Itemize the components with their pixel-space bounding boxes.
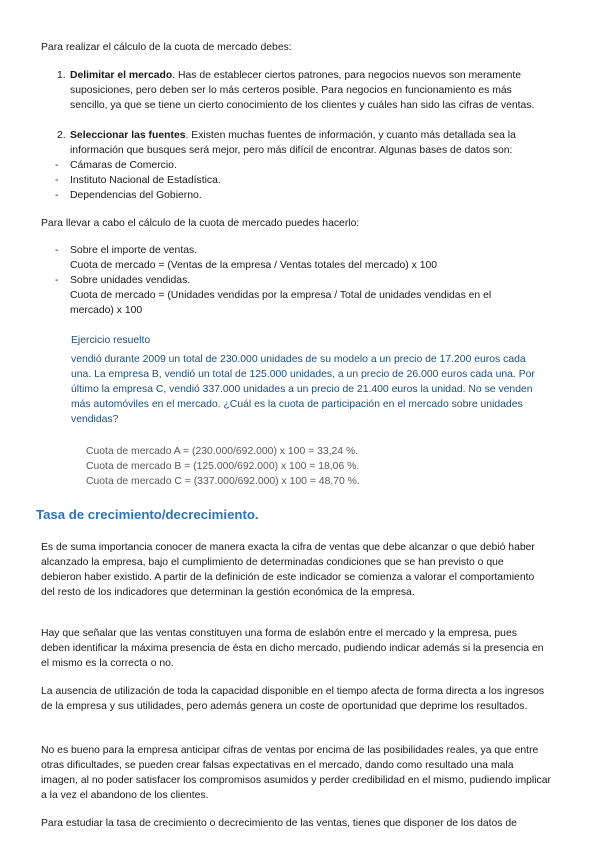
bullet-dash: -	[55, 245, 59, 256]
source-item: Instituto Nacional de Estadística.	[70, 175, 221, 186]
exercise-title: Ejercicio resuelto	[71, 335, 151, 346]
body-paragraph-1: Es de suma importancia conocer de manera exacta la cifra de ventas que debe alcanzar o que debió haber alcanzado la empresa, bajo el cumplimiento de determinadas condiciones que se han previsto o que debieron haber existido. A partir de la definición de este indicador se comienza a valorar el comportamiento del resto de los indicadores que determinan la gestión económica de la empresa.	[41, 542, 535, 598]
step-2-text	[70, 128, 550, 158]
step-1-number: 1.	[57, 70, 66, 81]
exercise-result: Cuota de mercado B = (125.000/692.000) x 100 = 18,06 %.	[86, 461, 360, 472]
bullet-dash: -	[55, 160, 59, 171]
calc-intro-text: Para llevar a cabo el cálculo de la cuota de mercado puedes hacerlo:	[41, 218, 360, 229]
bullet-dash: -	[55, 190, 59, 201]
step-1-bold: Delimitar el mercado	[70, 70, 173, 81]
body-paragraph-3: La ausencia de utilización de toda la capacidad disponible en el tiempo afecta de forma directa a los ingresos de la empresa y sus utilidades, pero además genera un coste de oportunidad que deprime los resultados.	[41, 686, 545, 712]
body-paragraph-2: Hay que señalar que las ventas constituyen una forma de eslabón entre el mercado y la empresa, pues deben identificar la máxima presencia de ésta en dicho mercado, pudiendo indicar además si la presencia en el mismo es la correcta o no.	[41, 628, 544, 669]
method-1	[70, 243, 510, 273]
exercise-text: vendió durante 2009 un total de 230.000 unidades de su modelo a un precio de 17.200 euros cada una. La empresa B, vendió un total de 125.000 unidades, a un precio de 26.000 euros cada una. Por último la empresa C, vendió 337.000 unidades a un precio de 21.400 euros la unidad. No se venden más automóviles en el mercado. ¿Cuál es la cuota de participación en el mercado sobre unidades vendidas?	[71, 354, 535, 425]
step-2-number: 2.	[57, 130, 66, 141]
section-heading: Tasa de crecimiento/decrecimiento.	[36, 507, 259, 522]
step-2-bold: Seleccionar las fuentes	[70, 130, 186, 141]
step-2-rest: . Existen muchas fuentes de información, y cuanto más detallada sea la información que busques será mejor, pero más difícil de encontrar. Algunas bases de datos son:	[70, 130, 516, 156]
body-paragraph-4: No es bueno para la empresa anticipar cifras de ventas por encima de las posibilidades reales, ya que entre otras dificultades, se pueden crear falsas expectativas en el mercado, dando como resultado una mala imagen, al no poder satisfacer los compromisos asumidos y perder credibilidad en el mismo, pudiendo implicar a la vez el abandono de los clientes.	[41, 745, 551, 801]
source-item: Cámaras de Comercio.	[70, 160, 177, 171]
method-1-title: Sobre el importe de ventas.	[70, 245, 198, 256]
method-2-title: Sobre unidades vendidas.	[70, 275, 191, 286]
bullet-dash: -	[55, 275, 59, 286]
step-1-rest: . Has de establecer ciertos patrones, para negocios nuevos son meramente suposiciones, pero deben ser lo más certeros posible. Para negocios en funcionamiento es más sencillo, ya que se tiene un cierto conocimiento de los clientes y cuáles han sido las cifras de ventas.	[70, 70, 535, 111]
intro-text: Para realizar el cálculo de la cuota de mercado debes:	[41, 42, 292, 53]
body-paragraph-5: Para estudiar la tasa de crecimiento o decrecimiento de las ventas, tienes que disponer de los datos de	[41, 818, 517, 829]
step-1-text	[70, 68, 550, 113]
source-item: Dependencias del Gobierno.	[70, 190, 202, 201]
method-2	[70, 273, 510, 318]
method-1-formula: Cuota de mercado = (Ventas de la empresa / Ventas totales del mercado) x 100	[70, 260, 438, 271]
bullet-dash: -	[55, 175, 59, 186]
exercise-result: Cuota de mercado A = (230.000/692.000) x 100 = 33,24 %.	[86, 446, 359, 457]
exercise-result: Cuota de mercado C = (337.000/692.000) x 100 = 48,70 %.	[86, 476, 360, 487]
method-2-formula: Cuota de mercado = (Unidades vendidas por la empresa / Total de unidades vendidas en el mercado) x 100	[70, 290, 492, 316]
